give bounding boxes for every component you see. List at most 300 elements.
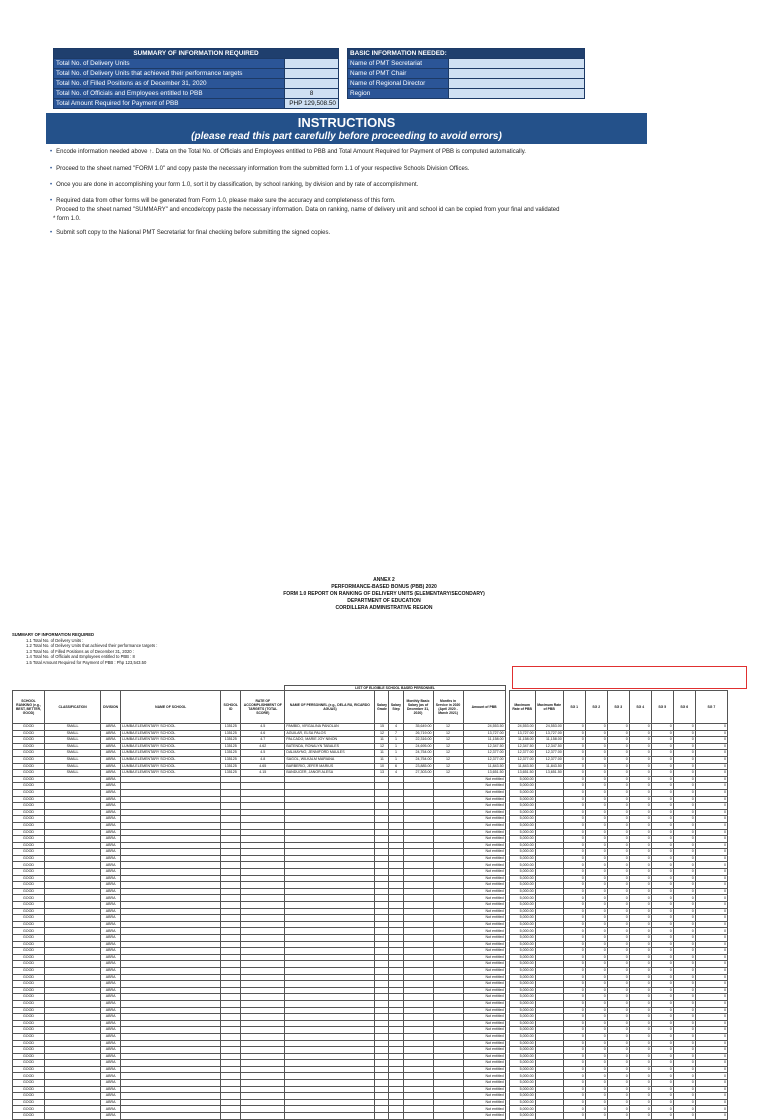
table-cell[interactable] [433, 862, 463, 869]
table-cell[interactable] [535, 836, 563, 843]
table-cell[interactable]: 0 [607, 763, 629, 770]
table-cell[interactable] [121, 1014, 221, 1021]
table-cell[interactable] [285, 994, 375, 1001]
table-cell[interactable]: LUMBA ELEMENTARY SCHOOL [121, 756, 221, 763]
table-cell[interactable]: Not entitled [463, 875, 505, 882]
table-cell[interactable] [535, 855, 563, 862]
table-cell[interactable] [535, 987, 563, 994]
table-cell[interactable]: GOOD [13, 1086, 45, 1093]
table-cell[interactable] [375, 974, 389, 981]
table-cell[interactable]: 0 [651, 1027, 673, 1034]
table-cell[interactable] [389, 948, 403, 955]
table-cell[interactable] [535, 1047, 563, 1054]
table-cell[interactable]: 0 [695, 849, 727, 856]
table-cell[interactable] [221, 1053, 241, 1060]
table-cell[interactable] [221, 1060, 241, 1067]
table-cell[interactable]: 27,303.00 [403, 770, 433, 777]
table-cell[interactable]: ABRA [101, 987, 121, 994]
table-cell[interactable]: 5,000.00 [509, 888, 535, 895]
table-cell[interactable]: 0 [673, 789, 695, 796]
table-cell[interactable] [221, 921, 241, 928]
table-cell[interactable]: 0 [651, 737, 673, 744]
summary-value[interactable] [285, 59, 339, 69]
table-cell[interactable] [403, 783, 433, 790]
table-cell[interactable]: 0 [563, 855, 585, 862]
table-cell[interactable] [375, 796, 389, 803]
table-cell[interactable]: 0 [585, 961, 607, 968]
table-cell[interactable]: Not entitled [463, 888, 505, 895]
table-cell[interactable]: 0 [607, 1099, 629, 1106]
table-cell[interactable]: 0 [563, 888, 585, 895]
table-cell[interactable] [375, 921, 389, 928]
table-cell[interactable]: 4.5 [241, 750, 285, 757]
table-cell[interactable] [285, 855, 375, 862]
table-cell[interactable] [121, 796, 221, 803]
table-cell[interactable]: Not entitled [463, 842, 505, 849]
table-cell[interactable] [375, 882, 389, 889]
table-cell[interactable] [221, 935, 241, 942]
table-cell[interactable] [121, 941, 221, 948]
table-cell[interactable]: 1 [389, 743, 403, 750]
table-cell[interactable]: GOOD [13, 829, 45, 836]
table-cell[interactable]: Not entitled [463, 882, 505, 889]
table-cell[interactable]: GOOD [13, 862, 45, 869]
table-cell[interactable] [535, 783, 563, 790]
table-cell[interactable] [389, 888, 403, 895]
table-cell[interactable] [375, 987, 389, 994]
table-cell[interactable]: 0 [585, 981, 607, 988]
table-cell[interactable]: 135125 [221, 737, 241, 744]
table-cell[interactable]: GOOD [13, 888, 45, 895]
table-cell[interactable]: 0 [585, 888, 607, 895]
table-cell[interactable]: DALMAYNO, JENNIFORD MAULES [285, 750, 375, 757]
table-cell[interactable] [535, 888, 563, 895]
table-cell[interactable]: ABRA [101, 1060, 121, 1067]
table-cell[interactable] [403, 961, 433, 968]
table-cell[interactable]: Not entitled [463, 1093, 505, 1100]
table-cell[interactable]: 0 [607, 974, 629, 981]
table-cell[interactable]: 0 [585, 822, 607, 829]
table-cell[interactable]: 0 [607, 1014, 629, 1021]
table-cell[interactable] [433, 1060, 463, 1067]
table-cell[interactable] [403, 816, 433, 823]
table-cell[interactable]: Not entitled [463, 935, 505, 942]
table-cell[interactable]: 4.5 [241, 724, 285, 731]
table-cell[interactable]: 0 [585, 796, 607, 803]
table-cell[interactable]: SMALL [45, 743, 101, 750]
table-cell[interactable] [241, 921, 285, 928]
table-cell[interactable]: ABRA [101, 1040, 121, 1047]
table-cell[interactable]: Not entitled [463, 1040, 505, 1047]
table-cell[interactable] [221, 902, 241, 909]
table-cell[interactable]: GOOD [13, 921, 45, 928]
table-cell[interactable] [389, 1086, 403, 1093]
table-cell[interactable] [221, 994, 241, 1001]
table-cell[interactable]: 0 [651, 783, 673, 790]
table-cell[interactable] [535, 869, 563, 876]
table-cell[interactable] [285, 961, 375, 968]
table-cell[interactable]: 12 [433, 724, 463, 731]
table-cell[interactable]: 0 [563, 1086, 585, 1093]
table-cell[interactable]: 0 [695, 981, 727, 988]
table-cell[interactable]: 0 [563, 743, 585, 750]
table-cell[interactable]: 0 [607, 737, 629, 744]
table-cell[interactable]: 24,695.00 [403, 743, 433, 750]
table-cell[interactable]: ABRA [101, 981, 121, 988]
table-cell[interactable]: 0 [651, 730, 673, 737]
table-cell[interactable]: 0 [651, 776, 673, 783]
table-cell[interactable]: 0 [563, 737, 585, 744]
table-cell[interactable]: ABRA [101, 1106, 121, 1113]
table-cell[interactable] [45, 836, 101, 843]
table-cell[interactable]: 0 [563, 987, 585, 994]
table-cell[interactable]: 5,000.00 [509, 809, 535, 816]
table-cell[interactable]: ABRA [101, 1080, 121, 1087]
table-cell[interactable]: GOOD [13, 803, 45, 810]
table-cell[interactable] [121, 1073, 221, 1080]
table-cell[interactable] [375, 783, 389, 790]
table-cell[interactable] [45, 941, 101, 948]
table-cell[interactable]: 0 [607, 967, 629, 974]
table-cell[interactable]: 0 [607, 1007, 629, 1014]
table-cell[interactable]: ABRA [101, 737, 121, 744]
table-cell[interactable] [241, 1106, 285, 1113]
table-cell[interactable] [285, 1066, 375, 1073]
table-cell[interactable]: 0 [585, 908, 607, 915]
table-cell[interactable] [45, 816, 101, 823]
table-cell[interactable]: 5,000.00 [509, 822, 535, 829]
table-cell[interactable]: ABRA [101, 961, 121, 968]
table-cell[interactable]: 0 [563, 921, 585, 928]
table-cell[interactable]: Not entitled [463, 915, 505, 922]
table-cell[interactable]: GOOD [13, 776, 45, 783]
table-cell[interactable]: 0 [607, 1093, 629, 1100]
table-cell[interactable]: 135125 [221, 730, 241, 737]
table-cell[interactable]: 5,000.00 [509, 1106, 535, 1113]
table-cell[interactable]: 0 [695, 789, 727, 796]
table-cell[interactable] [433, 1113, 463, 1120]
table-cell[interactable] [241, 1093, 285, 1100]
table-cell[interactable]: Not entitled [463, 1066, 505, 1073]
table-cell[interactable] [121, 869, 221, 876]
table-cell[interactable]: 5,000.00 [509, 803, 535, 810]
table-cell[interactable]: 0 [673, 981, 695, 988]
table-cell[interactable] [403, 994, 433, 1001]
table-cell[interactable]: 5,000.00 [509, 849, 535, 856]
table-cell[interactable]: 0 [607, 789, 629, 796]
table-cell[interactable]: 0 [585, 743, 607, 750]
table-cell[interactable] [433, 1014, 463, 1021]
table-cell[interactable]: 0 [651, 1080, 673, 1087]
table-cell[interactable] [221, 981, 241, 988]
table-cell[interactable]: 0 [651, 842, 673, 849]
table-cell[interactable]: 5,000.00 [509, 1086, 535, 1093]
table-cell[interactable] [221, 1099, 241, 1106]
table-cell[interactable]: 0 [695, 1033, 727, 1040]
table-cell[interactable]: 0 [585, 789, 607, 796]
table-cell[interactable]: GOOD [13, 809, 45, 816]
table-cell[interactable]: 0 [585, 1106, 607, 1113]
table-cell[interactable]: 0 [695, 855, 727, 862]
table-cell[interactable] [221, 855, 241, 862]
table-cell[interactable]: 5,000.00 [509, 921, 535, 928]
table-cell[interactable]: 0 [651, 763, 673, 770]
table-cell[interactable] [241, 869, 285, 876]
table-cell[interactable] [45, 1066, 101, 1073]
table-cell[interactable] [403, 1080, 433, 1087]
table-cell[interactable] [121, 921, 221, 928]
table-cell[interactable]: Not entitled [463, 809, 505, 816]
table-cell[interactable]: 0 [563, 869, 585, 876]
table-cell[interactable]: 0 [563, 1066, 585, 1073]
table-cell[interactable]: 0 [673, 724, 695, 731]
table-cell[interactable]: Not entitled [463, 836, 505, 843]
table-cell[interactable]: 0 [585, 1093, 607, 1100]
table-cell[interactable]: 0 [695, 1047, 727, 1054]
table-cell[interactable] [45, 855, 101, 862]
table-cell[interactable]: 0 [673, 1086, 695, 1093]
table-cell[interactable] [285, 836, 375, 843]
table-cell[interactable] [375, 1106, 389, 1113]
table-cell[interactable]: 4.62 [241, 743, 285, 750]
table-cell[interactable] [121, 1060, 221, 1067]
table-cell[interactable]: 0 [629, 869, 651, 876]
table-cell[interactable]: 0 [651, 974, 673, 981]
table-cell[interactable]: 0 [651, 1020, 673, 1027]
table-cell[interactable]: 5,000.00 [509, 842, 535, 849]
table-cell[interactable]: 0 [607, 981, 629, 988]
table-cell[interactable] [535, 1033, 563, 1040]
table-cell[interactable] [241, 1000, 285, 1007]
table-cell[interactable]: 0 [585, 776, 607, 783]
table-cell[interactable] [433, 974, 463, 981]
table-cell[interactable] [45, 961, 101, 968]
table-cell[interactable]: 0 [585, 882, 607, 889]
table-cell[interactable] [285, 783, 375, 790]
table-cell[interactable] [121, 888, 221, 895]
table-cell[interactable] [433, 1007, 463, 1014]
table-cell[interactable] [389, 1053, 403, 1060]
table-cell[interactable] [241, 1047, 285, 1054]
table-cell[interactable]: GOOD [13, 816, 45, 823]
table-cell[interactable] [121, 981, 221, 988]
table-cell[interactable]: GOOD [13, 895, 45, 902]
table-cell[interactable] [121, 809, 221, 816]
table-cell[interactable]: ABRA [101, 816, 121, 823]
table-cell[interactable]: 0 [651, 822, 673, 829]
table-cell[interactable] [375, 1020, 389, 1027]
table-cell[interactable]: 5,000.00 [509, 1113, 535, 1120]
summary-value[interactable] [285, 79, 339, 89]
table-cell[interactable]: 5,000.00 [509, 1060, 535, 1067]
table-cell[interactable]: 0 [673, 974, 695, 981]
table-cell[interactable]: 0 [695, 895, 727, 902]
table-cell[interactable]: 0 [629, 994, 651, 1001]
table-cell[interactable]: 0 [629, 948, 651, 955]
table-cell[interactable]: 0 [695, 928, 727, 935]
table-cell[interactable]: 135125 [221, 750, 241, 757]
table-cell[interactable] [221, 796, 241, 803]
table-cell[interactable] [241, 994, 285, 1001]
table-cell[interactable] [403, 862, 433, 869]
table-cell[interactable]: SAGOL, WILKALM MARIANA [285, 756, 375, 763]
table-cell[interactable]: 0 [585, 756, 607, 763]
table-cell[interactable]: 0 [563, 763, 585, 770]
table-cell[interactable] [285, 921, 375, 928]
table-cell[interactable] [221, 1007, 241, 1014]
table-cell[interactable]: 0 [629, 1099, 651, 1106]
table-cell[interactable]: 0 [585, 1073, 607, 1080]
table-cell[interactable]: GOOD [13, 994, 45, 1001]
table-cell[interactable]: 0 [629, 842, 651, 849]
table-cell[interactable]: 0 [629, 862, 651, 869]
table-cell[interactable]: ABRA [101, 888, 121, 895]
table-cell[interactable]: PALCADO, MARIE JOY NINON [285, 737, 375, 744]
table-cell[interactable]: 0 [695, 756, 727, 763]
table-cell[interactable]: 0 [629, 1073, 651, 1080]
table-cell[interactable] [403, 967, 433, 974]
table-cell[interactable] [45, 1020, 101, 1027]
table-cell[interactable] [389, 1014, 403, 1021]
table-cell[interactable]: 0 [629, 981, 651, 988]
table-cell[interactable] [221, 842, 241, 849]
table-cell[interactable] [221, 987, 241, 994]
table-cell[interactable] [433, 895, 463, 902]
table-cell[interactable]: 0 [673, 1106, 695, 1113]
table-cell[interactable]: 0 [607, 750, 629, 757]
table-cell[interactable]: 5,000.00 [509, 928, 535, 935]
table-cell[interactable] [285, 803, 375, 810]
table-cell[interactable] [433, 994, 463, 1001]
table-cell[interactable] [241, 1080, 285, 1087]
table-cell[interactable] [285, 902, 375, 909]
table-cell[interactable] [403, 855, 433, 862]
table-cell[interactable]: 0 [651, 1040, 673, 1047]
table-cell[interactable]: 0 [651, 803, 673, 810]
table-cell[interactable] [433, 1000, 463, 1007]
table-cell[interactable]: 0 [563, 974, 585, 981]
table-cell[interactable] [403, 1093, 433, 1100]
table-cell[interactable] [389, 869, 403, 876]
table-cell[interactable] [389, 1047, 403, 1054]
table-cell[interactable]: 0 [695, 724, 727, 731]
table-cell[interactable] [535, 902, 563, 909]
table-cell[interactable] [403, 928, 433, 935]
table-cell[interactable]: 0 [563, 776, 585, 783]
table-cell[interactable] [45, 1040, 101, 1047]
table-cell[interactable] [45, 895, 101, 902]
table-cell[interactable] [535, 1086, 563, 1093]
table-cell[interactable] [375, 1047, 389, 1054]
table-cell[interactable] [389, 789, 403, 796]
table-cell[interactable]: 11,158.00 [535, 737, 563, 744]
table-cell[interactable] [241, 981, 285, 988]
table-cell[interactable] [45, 1047, 101, 1054]
table-cell[interactable]: 0 [695, 882, 727, 889]
table-cell[interactable]: BATENDA, RONALYN TABALES [285, 743, 375, 750]
table-cell[interactable]: GOOD [13, 935, 45, 942]
table-cell[interactable] [535, 994, 563, 1001]
table-cell[interactable] [389, 895, 403, 902]
table-cell[interactable] [45, 987, 101, 994]
table-cell[interactable] [241, 1014, 285, 1021]
table-cell[interactable]: Not entitled [463, 783, 505, 790]
table-cell[interactable]: 0 [607, 882, 629, 889]
table-cell[interactable]: 5,000.00 [509, 994, 535, 1001]
table-cell[interactable] [389, 836, 403, 843]
table-cell[interactable]: 0 [629, 1020, 651, 1027]
table-cell[interactable] [241, 842, 285, 849]
table-cell[interactable]: 0 [673, 882, 695, 889]
table-cell[interactable]: 0 [695, 1060, 727, 1067]
table-cell[interactable] [285, 941, 375, 948]
table-cell[interactable]: SMALL [45, 770, 101, 777]
table-cell[interactable]: 0 [563, 954, 585, 961]
table-cell[interactable]: 0 [585, 869, 607, 876]
table-cell[interactable]: 5,000.00 [509, 1080, 535, 1087]
table-cell[interactable]: 5,000.00 [509, 1014, 535, 1021]
table-cell[interactable] [375, 1027, 389, 1034]
table-cell[interactable]: 0 [585, 875, 607, 882]
table-cell[interactable]: 0 [585, 1080, 607, 1087]
table-cell[interactable]: GOOD [13, 987, 45, 994]
table-cell[interactable] [45, 875, 101, 882]
table-cell[interactable] [433, 915, 463, 922]
table-cell[interactable]: ABRA [101, 915, 121, 922]
table-cell[interactable]: 0 [695, 994, 727, 1001]
table-cell[interactable]: Not entitled [463, 829, 505, 836]
table-cell[interactable] [403, 915, 433, 922]
table-cell[interactable]: ABRA [101, 1086, 121, 1093]
table-cell[interactable]: 12,377.00 [509, 750, 535, 757]
table-cell[interactable] [389, 902, 403, 909]
table-cell[interactable]: 0 [607, 935, 629, 942]
table-cell[interactable]: 0 [673, 915, 695, 922]
table-cell[interactable] [221, 974, 241, 981]
table-cell[interactable] [45, 1099, 101, 1106]
table-cell[interactable]: 0 [695, 737, 727, 744]
table-cell[interactable]: 0 [651, 1007, 673, 1014]
table-cell[interactable]: 5,000.00 [509, 895, 535, 902]
table-cell[interactable] [221, 1033, 241, 1040]
table-cell[interactable]: ABRA [101, 1033, 121, 1040]
table-cell[interactable]: ABRA [101, 954, 121, 961]
table-cell[interactable]: 0 [563, 829, 585, 836]
table-cell[interactable]: Not entitled [463, 1047, 505, 1054]
table-cell[interactable]: 0 [651, 967, 673, 974]
table-cell[interactable] [121, 1053, 221, 1060]
table-cell[interactable] [375, 1007, 389, 1014]
table-cell[interactable]: 0 [563, 730, 585, 737]
table-cell[interactable]: 0 [673, 809, 695, 816]
table-cell[interactable]: 0 [673, 1080, 695, 1087]
table-cell[interactable]: ABRA [101, 908, 121, 915]
table-cell[interactable]: 0 [563, 948, 585, 955]
table-cell[interactable]: ABRA [101, 921, 121, 928]
table-cell[interactable]: GOOD [13, 1014, 45, 1021]
table-cell[interactable] [403, 902, 433, 909]
table-cell[interactable] [535, 809, 563, 816]
table-cell[interactable]: 5,000.00 [509, 987, 535, 994]
table-cell[interactable]: 11,843.50 [535, 763, 563, 770]
table-cell[interactable]: GOOD [13, 961, 45, 968]
table-cell[interactable] [221, 915, 241, 922]
table-cell[interactable] [121, 902, 221, 909]
table-cell[interactable]: 12 [433, 737, 463, 744]
table-cell[interactable] [535, 921, 563, 928]
table-cell[interactable]: SMALL [45, 756, 101, 763]
table-cell[interactable]: 5,000.00 [509, 1027, 535, 1034]
